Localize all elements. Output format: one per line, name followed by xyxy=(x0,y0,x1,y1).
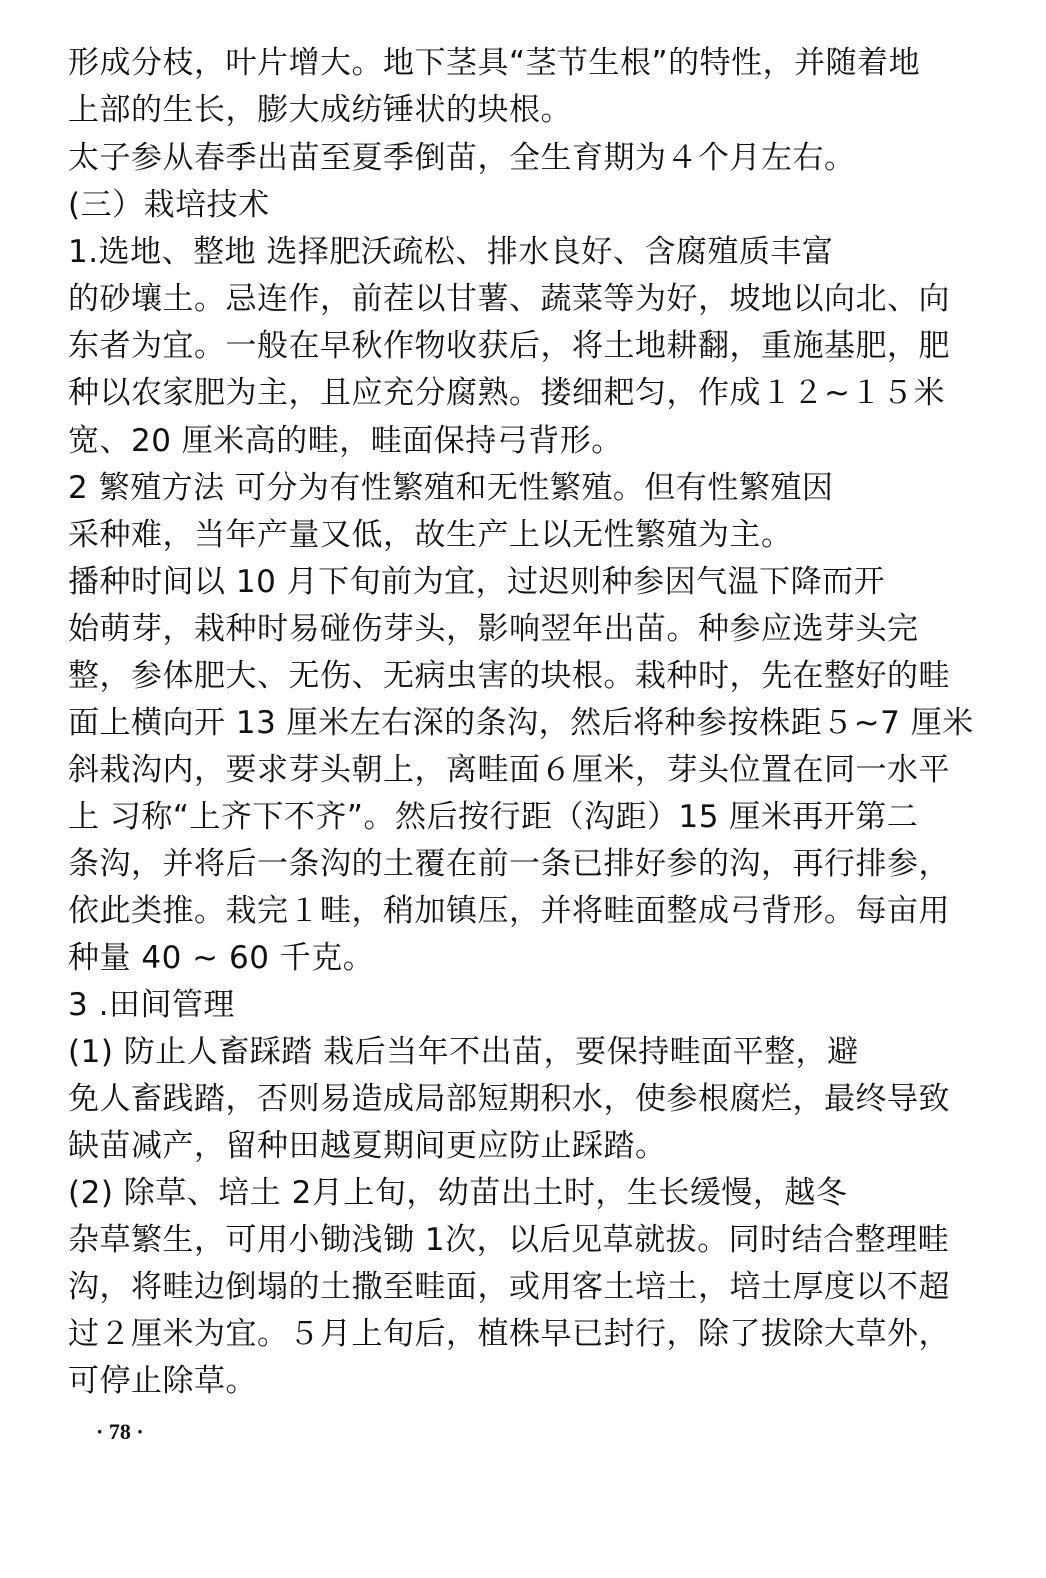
text-line: 缺苗减产，留种田越夏期间更应防止踩踏。 xyxy=(68,1128,667,1164)
text-line: 免人畜践踏，否则易造成局部短期积水，使参根腐烂，最终导致 xyxy=(68,1081,950,1117)
text-line: 形成分枝，叶片增大。地下茎具“茎节生根”的特性，并随着地 xyxy=(68,45,921,81)
text-line: 东者为宜。一般在早秋作物收获后，将土地耕翻，重施基肥，肥 xyxy=(68,328,950,364)
text-line: 种以农家肥为主，且应充分腐熟。搂细耙匀，作成１２~１５米 xyxy=(68,375,945,411)
text-line: (1) 防止人畜踩踏 栽后当年不出苗，要保持畦面平整，避 xyxy=(68,1034,859,1070)
text-line: 上 习称“上齐下不齐”。然后按行距（沟距）15 厘米再开第二 xyxy=(68,799,919,835)
text-line: 整，参体肥大、无伤、无病虫害的块根。栽种时，先在整好的畦 xyxy=(68,658,950,694)
text-line: 面上横向开 13 厘米左右深的条沟，然后将种参按株距５~7 厘米 xyxy=(68,705,974,741)
text-line: 上部的生长，膨大成纺锤状的块根。 xyxy=(68,92,572,128)
text-line: 过２厘米为宜。５月上旬后，植株早已封行，除了拔除大草外， xyxy=(68,1316,950,1352)
page-number: · 78 · xyxy=(96,1419,144,1444)
text-line: 采种难，当年产量又低，故生产上以无性繁殖为主。 xyxy=(68,517,793,553)
text-line: 2 繁殖方法 可分为有性繁殖和无性繁殖。但有性繁殖因 xyxy=(68,470,834,506)
text-line: 沟，将畦边倒塌的土撒至畦面，或用客土培土，培土厚度以不超 xyxy=(68,1269,950,1305)
text-line: 杂草繁生，可用小锄浅锄 1次，以后见草就拔。同时结合整理畦 xyxy=(68,1222,950,1258)
section-heading: (三）栽培技术 xyxy=(68,187,270,223)
text-line: 斜栽沟内，要求芽头朝上，离畦面６厘米，芽头位置在同一水平 xyxy=(68,752,950,788)
text-line: 太子参从春季出苗至夏季倒苗，全生育期为４个月左右。 xyxy=(68,140,856,176)
text-line: 的砂壤土。忌连作，前茬以甘薯、蔬菜等为好，坡地以向北、向 xyxy=(68,281,950,317)
text-line: 可停止除草。 xyxy=(68,1363,257,1399)
text-line: 1.选地、整地 选择肥沃疏松、排水良好、含腐殖质丰富 xyxy=(68,234,834,270)
text-line: (2) 除草、培土 2月上旬，幼苗出土时，生长缓慢，越冬 xyxy=(68,1175,848,1211)
text-line: 条沟，并将后一条沟的土覆在前一条已排好参的沟，再行排参， xyxy=(68,846,950,882)
text-line: 宽、20 厘米高的畦，畦面保持弓背形。 xyxy=(68,423,623,459)
text-line: 播种时间以 10 月下旬前为宜，过迟则种参因气温下降而开 xyxy=(68,564,886,600)
section-heading: 3 .田间管理 xyxy=(68,987,235,1023)
text-line: 始萌芽，栽种时易碰伤芽头，影响翌年出苗。种参应选芽头完 xyxy=(68,611,919,647)
text-line: 种量 40 ~ 60 千克。 xyxy=(68,940,375,976)
text-line: 依此类推。栽完１畦，稍加镇压，并将畦面整成弓背形。每亩用 xyxy=(68,893,950,929)
